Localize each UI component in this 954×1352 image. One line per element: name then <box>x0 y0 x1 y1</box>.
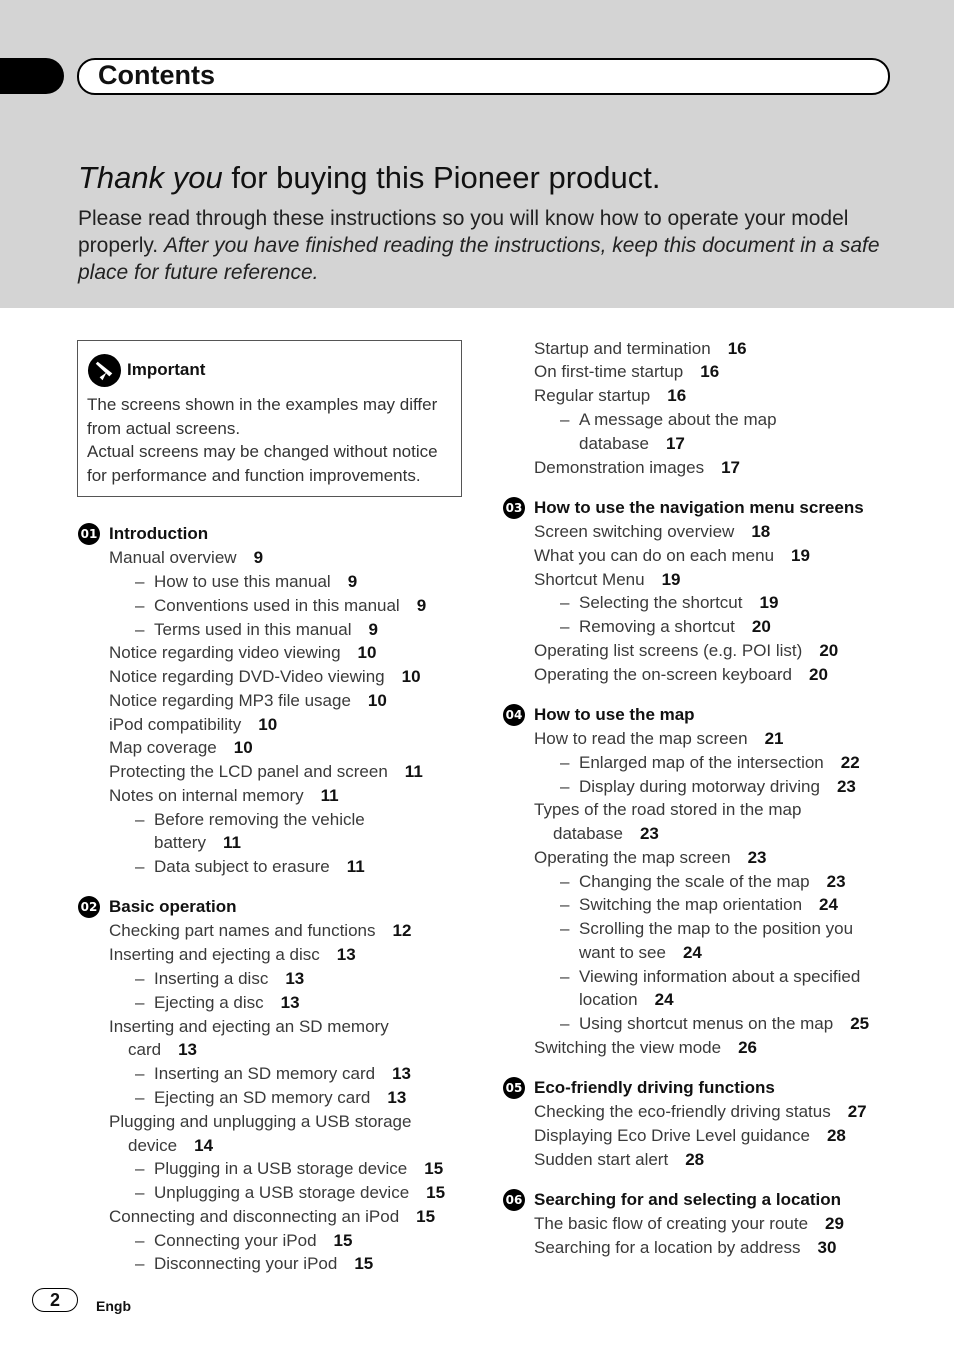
section-heading[interactable]: Introduction <box>109 524 209 543</box>
toc-entry[interactable] <box>109 715 277 735</box>
toc-entry[interactable] <box>534 522 770 542</box>
toc-sub-entry[interactable] <box>579 895 838 915</box>
toc-page-number: 24 <box>819 895 838 914</box>
toc-page-number: 12 <box>392 921 412 940</box>
sub-entry-dash: – <box>135 572 145 591</box>
toc-entry-text: Screen switching overview <box>534 522 735 541</box>
toc-page-number: 10 <box>233 738 253 757</box>
toc-entry[interactable] <box>534 1214 844 1234</box>
toc-page-number: 9 <box>253 548 264 567</box>
toc-entry-text: card <box>128 1040 162 1059</box>
toc-entry-text: Operating list screens (e.g. POI list) <box>534 641 803 660</box>
toc-sub-entry-continued[interactable] <box>579 434 685 454</box>
toc-page-number: 10 <box>367 691 387 710</box>
toc-page-number: 23 <box>836 777 856 796</box>
toc-sub-entry[interactable] <box>579 617 771 637</box>
toc-page-number: 14 <box>194 1136 214 1155</box>
toc-page-number: 10 <box>401 667 421 686</box>
toc-page-number: 9 <box>368 620 378 639</box>
toc-page-number: 15 <box>354 1254 374 1273</box>
section-number-badge: 05 <box>503 1077 525 1099</box>
toc-entry-text: battery <box>154 833 206 852</box>
section-number-badge: 04 <box>503 704 525 726</box>
toc-entry-continued[interactable] <box>128 1136 213 1156</box>
toc-entry-text: Demonstration images <box>534 458 705 477</box>
toc-entry[interactable] <box>534 458 740 478</box>
toc-page-number: 21 <box>764 729 784 748</box>
sub-entry-dash: – <box>135 596 145 615</box>
toc-entry[interactable] <box>534 641 838 661</box>
toc-page-number: 19 <box>661 570 681 589</box>
toc-entry-text: Inserting and ejecting a disc <box>109 945 320 964</box>
toc-entry[interactable] <box>109 1207 435 1227</box>
toc-entry-text: database <box>579 434 649 453</box>
thank-you-rest: for buying this Pioneer product. <box>222 160 661 195</box>
toc-entry-text: Regular startup <box>534 386 651 405</box>
sub-entry-dash: – <box>135 993 145 1012</box>
section-heading[interactable]: Eco-friendly driving functions <box>534 1078 775 1097</box>
toc-entry-text: Startup and termination <box>534 339 711 358</box>
sub-entry-dash: – <box>560 753 570 772</box>
important-pen-icon <box>87 353 122 388</box>
toc-sub-entry[interactable] <box>579 593 778 613</box>
sub-entry-dash: – <box>560 967 570 986</box>
sub-entry-dash: – <box>560 593 570 612</box>
toc-page-number: 18 <box>751 522 771 541</box>
thank-you-italic: Thank you <box>78 160 223 195</box>
important-line: Actual screens may be changed without notice <box>87 442 438 461</box>
toc-entry-text: Operating the map screen <box>534 848 731 867</box>
toc-entry[interactable] <box>534 665 828 685</box>
toc-entry-text: Inserting and ejecting an SD memory <box>109 1017 389 1036</box>
toc-entry-text: Connecting your iPod <box>154 1231 317 1250</box>
toc-page-number: 13 <box>285 969 305 988</box>
toc-sub-entry[interactable] <box>579 967 860 987</box>
toc-page-number: 20 <box>809 665 828 684</box>
toc-entry-text: Notes on internal memory <box>109 786 304 805</box>
toc-entry-text: Connecting and disconnecting an iPod <box>109 1207 400 1226</box>
toc-entry-text: Ejecting an SD memory card <box>154 1088 371 1107</box>
thank-you-heading <box>78 160 660 196</box>
sub-entry-dash: – <box>135 969 145 988</box>
toc-page-number: 16 <box>667 386 687 405</box>
sub-entry-dash: – <box>135 1159 145 1178</box>
toc-page-number: 27 <box>847 1102 867 1121</box>
toc-sub-entry[interactable] <box>154 1231 352 1251</box>
toc-sub-entry[interactable] <box>154 993 300 1013</box>
sub-entry-dash: – <box>135 1183 145 1202</box>
important-title: Important <box>127 360 206 379</box>
toc-page-number: 15 <box>333 1231 353 1250</box>
sub-entry-dash: – <box>135 810 145 829</box>
toc-entry-text: database <box>553 824 623 843</box>
toc-sub-entry[interactable] <box>154 1159 443 1179</box>
sub-entry-dash: – <box>135 1064 145 1083</box>
sub-entry-dash: – <box>135 1231 145 1250</box>
important-line: for performance and function improvements. <box>87 466 421 485</box>
toc-entry[interactable] <box>534 362 719 382</box>
toc-page-number: 23 <box>826 872 846 891</box>
sub-entry-dash: – <box>560 895 570 914</box>
toc-entry-text: Unplugging a USB storage device <box>154 1183 410 1202</box>
toc-entry-text: A message about the map <box>579 410 777 429</box>
toc-page-number: 9 <box>347 572 358 591</box>
toc-entry-continued[interactable] <box>128 1040 197 1060</box>
toc-page-number: 15 <box>416 1207 436 1226</box>
important-line: The screens shown in the examples may differ <box>87 395 438 414</box>
toc-page-number: 11 <box>404 762 423 781</box>
toc-page-number: 28 <box>685 1150 705 1169</box>
sub-entry-dash: – <box>560 410 570 429</box>
important-line: from actual screens. <box>87 419 241 438</box>
toc-sub-entry[interactable] <box>579 1014 869 1034</box>
toc-page-number: 11 <box>346 857 365 876</box>
toc-page-number: 25 <box>850 1014 870 1033</box>
toc-sub-entry-continued[interactable] <box>154 833 241 853</box>
toc-entry-text: Sudden start alert <box>534 1150 669 1169</box>
sub-entry-dash: – <box>560 919 570 938</box>
toc-page-number: 9 <box>416 596 427 615</box>
toc-page-number: 13 <box>336 945 356 964</box>
toc-entry-text: Searching for a location by address <box>534 1238 801 1257</box>
toc-entry[interactable] <box>534 1102 867 1122</box>
toc-entry-text: Operating the on-screen keyboard <box>534 665 792 684</box>
toc-page-number: 10 <box>258 715 278 734</box>
toc-page-number: 29 <box>825 1214 844 1233</box>
toc-entry-text: Plugging in a USB storage device <box>154 1159 408 1178</box>
toc-sub-entry[interactable] <box>154 1183 445 1203</box>
toc-entry-text: How to use this manual <box>154 572 331 591</box>
section-heading[interactable]: How to use the navigation menu screens <box>534 498 864 517</box>
section-number-badge: 06 <box>503 1189 525 1211</box>
toc-entry-text: Disconnecting your iPod <box>154 1254 338 1273</box>
toc-entry-text: Conventions used in this manual <box>154 596 400 615</box>
toc-sub-entry-continued[interactable] <box>579 990 674 1010</box>
toc-entry[interactable] <box>534 386 686 406</box>
toc-entry-text: Checking part names and functions <box>109 921 376 940</box>
toc-page-number: 16 <box>727 339 747 358</box>
toc-entry-continued[interactable] <box>553 824 659 844</box>
toc-page-number: 17 <box>665 434 685 453</box>
toc-sub-entry[interactable] <box>154 969 304 989</box>
toc-entry-text: Inserting a disc <box>154 969 269 988</box>
toc-entry-text: want to see <box>579 943 666 962</box>
toc-sub-entry[interactable] <box>579 410 777 430</box>
toc-entry[interactable] <box>534 1238 836 1258</box>
toc-entry-text: Plugging and unplugging a USB storage <box>109 1112 412 1131</box>
toc-entry-text: Ejecting a disc <box>154 993 264 1012</box>
toc-entry-text: The basic flow of creating your route <box>534 1214 809 1233</box>
toc-sub-entry[interactable] <box>579 919 853 939</box>
toc-entry-text: Switching the view mode <box>534 1038 722 1057</box>
toc-entry-text: How to read the map screen <box>534 729 748 748</box>
toc-entry[interactable] <box>534 1038 757 1058</box>
toc-entry[interactable] <box>534 729 783 749</box>
toc-page-number: 23 <box>747 848 767 867</box>
page-title: Contents <box>98 60 215 90</box>
toc-entry[interactable] <box>534 1150 704 1170</box>
toc-entry[interactable] <box>109 1112 411 1132</box>
toc-page-number: 17 <box>721 458 740 477</box>
sub-entry-dash: – <box>560 1014 570 1033</box>
toc-page-number: 23 <box>639 824 659 843</box>
toc-page-number: 10 <box>357 643 377 662</box>
toc-page-number: 30 <box>817 1238 837 1257</box>
toc-entry-text: Changing the scale of the map <box>579 872 810 891</box>
sub-entry-dash: – <box>560 777 570 796</box>
toc-page-number: 13 <box>178 1040 197 1059</box>
toc-entry[interactable] <box>109 738 253 758</box>
toc-entry-text: Notice regarding MP3 file usage <box>109 691 351 710</box>
intro-italic: After you have finished reading the instructions, keep this document in a safe place for future reference. <box>78 234 880 284</box>
toc-page-number: 19 <box>791 546 810 565</box>
toc-entry-text: On first-time startup <box>534 362 684 381</box>
toc-page-number: 20 <box>819 641 839 660</box>
toc-sub-entry[interactable] <box>154 857 365 877</box>
toc-entry-text: Protecting the LCD panel and screen <box>109 762 388 781</box>
toc-entry[interactable] <box>534 1126 846 1146</box>
toc-sub-entry[interactable] <box>579 777 856 797</box>
toc-page-number: 19 <box>759 593 779 612</box>
language-code: Engb <box>96 1298 131 1314</box>
toc-entry-text: Switching the map orientation <box>579 895 803 914</box>
toc-entry-text: Before removing the vehicle <box>154 810 365 829</box>
toc-sub-entry[interactable] <box>154 1088 406 1108</box>
toc-entry-text: Checking the eco-friendly driving status <box>534 1102 831 1121</box>
toc-sub-entry[interactable] <box>154 1064 411 1084</box>
toc-entry-text: Notice regarding DVD-Video viewing <box>109 667 385 686</box>
toc-entry[interactable] <box>109 1017 389 1037</box>
toc-page-number: 22 <box>840 753 860 772</box>
toc-page-number: 20 <box>751 617 771 636</box>
toc-entry-text: device <box>128 1136 178 1155</box>
toc-sub-entry[interactable] <box>154 620 378 640</box>
sub-entry-dash: – <box>135 1254 145 1273</box>
intro-plain: Please read through these instructions so you will know how to operate your model properly. <box>78 207 849 257</box>
toc-entry-text: Terms used in this manual <box>154 620 352 639</box>
section-tab-marker <box>0 58 64 94</box>
toc-entry[interactable] <box>109 945 356 965</box>
toc-entry[interactable] <box>534 570 680 590</box>
toc-entry-text: Viewing information about a specified <box>579 967 861 986</box>
toc-page-number: 11 <box>320 786 339 805</box>
toc-entry-text: Selecting the shortcut <box>579 593 743 612</box>
section-number-badge: 03 <box>503 497 525 519</box>
toc-entry[interactable] <box>109 762 423 782</box>
toc-sub-entry-continued[interactable] <box>579 943 702 963</box>
toc-entry-text: Notice regarding video viewing <box>109 643 341 662</box>
toc-entry-text: Types of the road stored in the map <box>534 800 802 819</box>
toc-entry[interactable] <box>109 921 411 941</box>
toc-sub-entry[interactable] <box>579 872 846 892</box>
toc-entry-text: location <box>579 990 638 1009</box>
toc-sub-entry[interactable] <box>154 596 426 616</box>
toc-page-number: 13 <box>392 1064 412 1083</box>
section-heading[interactable]: Searching for and selecting a location <box>534 1190 842 1209</box>
toc-entry[interactable] <box>534 800 801 820</box>
sub-entry-dash: – <box>560 617 570 636</box>
toc-entry-text: Data subject to erasure <box>154 857 330 876</box>
toc-entry-text: Using shortcut menus on the map <box>579 1014 834 1033</box>
toc-page-number: 28 <box>826 1126 846 1145</box>
toc-sub-entry[interactable] <box>154 1254 373 1274</box>
toc-entry[interactable] <box>109 691 387 711</box>
toc-entry[interactable] <box>109 786 339 806</box>
toc-page-number: 24 <box>654 990 674 1009</box>
toc-sub-entry[interactable] <box>154 572 357 592</box>
toc-page-number: 16 <box>700 362 720 381</box>
toc-sub-entry[interactable] <box>579 753 860 773</box>
sub-entry-dash: – <box>135 1088 145 1107</box>
toc-page-number: 24 <box>682 943 702 962</box>
toc-page-number: 11 <box>222 833 241 852</box>
toc-entry-text: iPod compatibility <box>109 715 242 734</box>
toc-page-number: 15 <box>424 1159 444 1178</box>
section-number-badge: 02 <box>78 896 100 918</box>
toc-entry-text: Displaying Eco Drive Level guidance <box>534 1126 810 1145</box>
toc-entry-text: Scrolling the map to the position you <box>579 919 854 938</box>
toc-entry-text: Display during motorway driving <box>579 777 820 796</box>
toc-entry-text: Enlarged map of the intersection <box>579 753 824 772</box>
sub-entry-dash: – <box>135 620 145 639</box>
toc-page-number: 26 <box>738 1038 758 1057</box>
toc-sub-entry[interactable] <box>154 810 365 830</box>
toc-entry-text: Manual overview <box>109 548 237 567</box>
toc-entry-text: What you can do on each menu <box>534 546 775 565</box>
toc-entry-text: Shortcut Menu <box>534 570 645 589</box>
toc-entry[interactable] <box>534 848 766 868</box>
section-heading[interactable]: Basic operation <box>109 897 237 916</box>
toc-page-number: 13 <box>280 993 300 1012</box>
toc-entry[interactable] <box>534 339 747 359</box>
sub-entry-dash: – <box>560 872 570 891</box>
toc-entry-text: Inserting an SD memory card <box>154 1064 376 1083</box>
intro-paragraph <box>78 205 898 286</box>
toc-entry[interactable] <box>109 667 421 687</box>
toc-page-number: 13 <box>387 1088 407 1107</box>
toc-entry[interactable] <box>109 548 263 568</box>
page-number: 2 <box>32 1288 78 1312</box>
toc-entry[interactable] <box>109 643 376 663</box>
toc-page-number: 15 <box>426 1183 446 1202</box>
section-number-badge: 01 <box>78 523 100 545</box>
toc-entry-text: Removing a shortcut <box>579 617 735 636</box>
toc-entry-text: Map coverage <box>109 738 217 757</box>
sub-entry-dash: – <box>135 857 145 876</box>
section-heading[interactable]: How to use the map <box>534 705 695 724</box>
toc-entry[interactable] <box>534 546 810 566</box>
